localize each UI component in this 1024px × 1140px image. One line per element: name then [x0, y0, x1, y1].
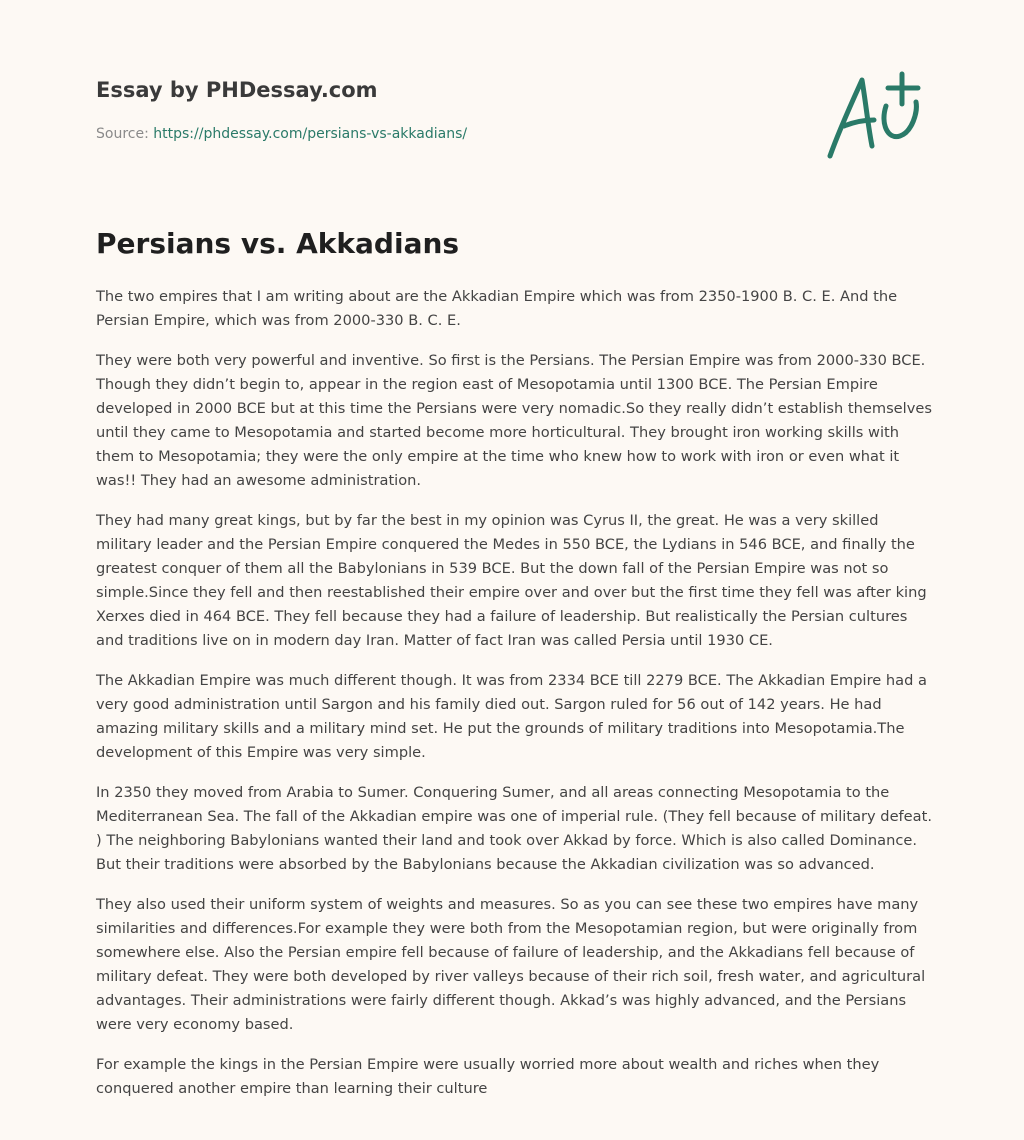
essay-paragraph: They also used their uniform system of weights and measures. So as you can see these two empires have many similarities and differences.For example they were both from the Mesopotamian region, but were originally from somewhere else. Also the Persian empire fell because of failure of leadership, and the Akkadians fell because of military defeat. They were both developed by river valleys because of their rich soil, fresh water, and agricultural advantages. Their administrations were fairly different though. Akkad’s was highly advanced, and the Persians were very economy based.: [96, 896, 926, 1033]
essay-body: [96, 285, 932, 1117]
brand-title: Essay by PHDessay.com: [96, 78, 378, 102]
source-label: Source:: [96, 126, 154, 142]
essay-paragraph: They had many great kings, but by far the best in my opinion was Cyrus II, the great. He was a very skilled military leader and the Persian Empire conquered the Medes in 550 BCE, the Lydians in 546 BCE, and finally the greatest conquer of them all the Babylonians in 539 BCE. But the down fall of the Persian Empire was not so simple.Since they fell and then reestablished their empire over and over but the first time they fell was after king Xerxes died in 464 BCE. They fell because they had a failure of leadership. But realistically the Persian cultures and traditions live on in modern day Iran. Matter of fact Iran was called Persia until 1930 CE.: [96, 512, 927, 649]
essay-paragraph: In 2350 they moved from Arabia to Sumer. Conquering Sumer, and all areas connecting Mesopotamia to the Mediterranean Sea. The fall of the Akkadian empire was one of imperial rule. (They fell because of military defeat. ) The neighboring Babylonians wanted their land and took over Akkad by force. Which is also called Dominance. But their traditions were absorbed by the Babylonians because the Akkadian civilization was so advanced.: [96, 784, 932, 873]
essay-paragraph: The two empires that I am writing about are the Akkadian Empire which was from 2350-1900 B. C. E. And the Persian Empire, which was from 2000-330 B. C. E.: [96, 288, 898, 329]
source-line: [96, 125, 467, 143]
essay-paragraph: For example the kings in the Persian Empire were usually worried more about wealth and riches when they conquered another empire than learning their culture: [96, 1056, 880, 1097]
essay-paragraph: The Akkadian Empire was much different though. It was from 2334 BCE till 2279 BCE. The Akkadian Empire had a very good administration until Sargon and his family died out. Sargon ruled for 56 out of 142 years. He had amazing military skills and a military mind set. He put the grounds of military traditions into Mesopotamia.The development of this Empire was very simple.: [96, 672, 927, 761]
essay-title: Persians vs. Akkadians: [96, 227, 460, 260]
source-link[interactable]: https://phdessay.com/persians-vs-akkadians/: [153, 126, 468, 142]
a-plus-logo-icon: [822, 68, 926, 164]
page-header: [96, 76, 926, 176]
essay-paragraph: They were both very powerful and inventive. So first is the Persians. The Persian Empire was from 2000-330 BCE. Though they didn’t begin to, appear in the region east of Mesopotamia until 1300 BCE. The Persian Empire developed in 2000 BCE but at this time the Persians were very nomadic.So they really didn’t establish themselves until they came to Mesopotamia and started become more horticultural. They brought iron working skills with them to Mesopotamia; they were the only empire at the time who knew how to work with iron or even what it was!! They had an awesome administration.: [96, 352, 932, 489]
